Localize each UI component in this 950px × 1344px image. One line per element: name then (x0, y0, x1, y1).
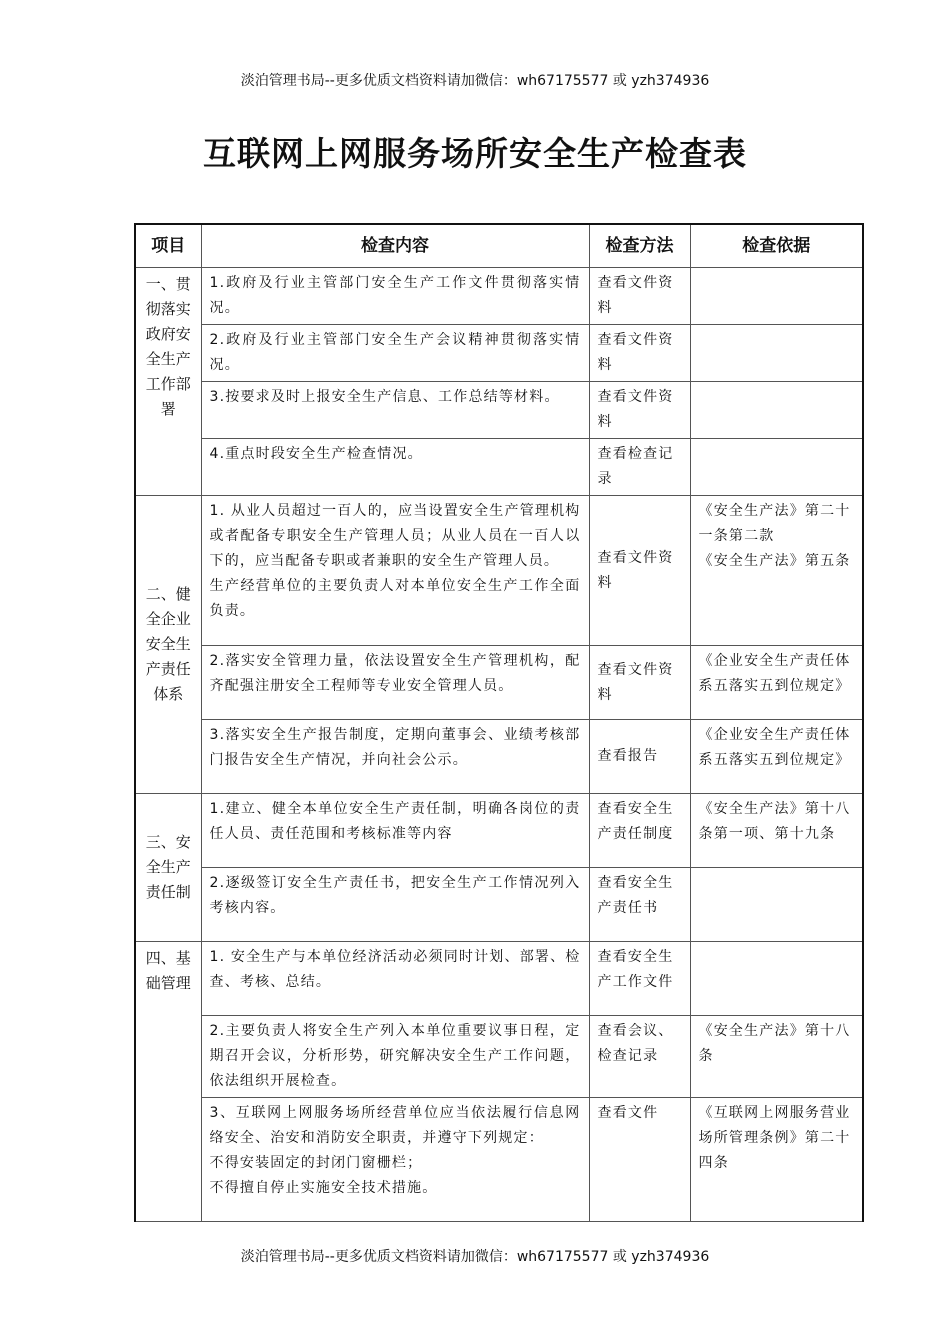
table-row (135, 1016, 863, 1098)
check-content: 1.政府及行业主管部门安全生产工作文件贯彻落实情况。 (201, 268, 589, 325)
header-basis: 检查依据 (690, 224, 863, 268)
check-basis: 《企业安全生产责任体系五落实五到位规定》 (690, 646, 863, 720)
check-content: 2.逐级签订安全生产责任书，把安全生产工作情况列入考核内容。 (201, 868, 589, 942)
check-content-line: 3、互联网上网服务场所经营单位应当依法履行信息网络安全、治安和消防安全职责，并遵守下列规定： (209, 1105, 581, 1146)
table-row (135, 1098, 863, 1222)
check-basis (690, 268, 863, 325)
check-method: 查看报告 (589, 720, 690, 794)
check-method: 查看安全生产责任制度 (589, 794, 690, 868)
check-basis (690, 942, 863, 1016)
check-method: 查看检查记录 (589, 439, 690, 496)
check-basis-line: 《安全生产法》第二十一条第二款 (698, 503, 851, 544)
check-method: 查看文件资料 (589, 646, 690, 720)
table-row (135, 496, 863, 646)
check-method: 查看文件资料 (589, 325, 690, 382)
table-row (135, 720, 863, 794)
check-content-line: 1. 从业人员超过一百人的，应当设置安全生产管理机构或者配备专职安全生产管理人员；从业人员在一百人以下的，应当配备专职或者兼职的安全生产管理人员。 (209, 503, 581, 569)
check-content (201, 496, 589, 646)
table-row (135, 382, 863, 439)
table-row (135, 325, 863, 382)
check-basis (690, 439, 863, 496)
check-content: 1.建立、健全本单位安全生产责任制，明确各岗位的责任人员、责任范围和考核标准等内容 (201, 794, 589, 868)
check-method: 查看文件资料 (589, 268, 690, 325)
check-content: 2.落实安全管理力量，依法设置安全生产管理机构，配齐配强注册安全工程师等专业安全管理人员。 (201, 646, 589, 720)
check-basis (690, 382, 863, 439)
section-category: 二、健全企业安全生产责任体系 (135, 496, 201, 794)
section-category: 三、安全生产责任制 (135, 794, 201, 942)
check-content-line: 不得擅自停止实施安全技术措施。 (209, 1180, 438, 1196)
check-basis (690, 496, 863, 646)
table-row (135, 794, 863, 868)
table-row (135, 439, 863, 496)
inspection-table (134, 223, 864, 1222)
check-method: 查看文件 (589, 1098, 690, 1222)
check-basis: 《企业安全生产责任体系五落实五到位规定》 (690, 720, 863, 794)
check-method: 查看文件资料 (589, 496, 690, 646)
check-content-line: 不得安装固定的封闭门窗栅栏； (209, 1155, 423, 1171)
check-content: 3.按要求及时上报安全生产信息、工作总结等材料。 (201, 382, 589, 439)
table-row (135, 268, 863, 325)
check-method: 查看安全生产责任书 (589, 868, 690, 942)
check-basis: 《互联网上网服务营业场所管理条例》第二十四条 (690, 1098, 863, 1222)
check-method: 查看安全生产工作文件 (589, 942, 690, 1016)
check-basis (690, 325, 863, 382)
check-content: 2.主要负责人将安全生产列入本单位重要议事日程，定期召开会议，分析形势，研究解决安全生产工作问题，依法组织开展检查。 (201, 1016, 589, 1098)
header-content: 检查内容 (201, 224, 589, 268)
check-method: 查看文件资料 (589, 382, 690, 439)
check-content: 2.政府及行业主管部门安全生产会议精神贯彻落实情况。 (201, 325, 589, 382)
section-category: 一、贯彻落实政府安全生产工作部署 (135, 268, 201, 496)
section-category: 四、基础管理 (135, 942, 201, 1222)
check-content: 4.重点时段安全生产检查情况。 (201, 439, 589, 496)
table-row (135, 646, 863, 720)
check-content: 3.落实安全生产报告制度，定期向董事会、业绩考核部门报告安全生产情况，并向社会公示。 (201, 720, 589, 794)
check-content (201, 1098, 589, 1222)
footer-note: 淡泊管理书局--更多优质文档资料请加微信：wh67175577 或 yzh374936 (240, 1249, 710, 1265)
table-row (135, 942, 863, 1016)
header-item: 项目 (135, 224, 201, 268)
check-content-line: 生产经营单位的主要负责人对本单位安全生产工作全面负责。 (209, 578, 581, 619)
header-method: 检查方法 (589, 224, 690, 268)
check-content: 1. 安全生产与本单位经济活动必须同时计划、部署、检查、考核、总结。 (201, 942, 589, 1016)
header-note: 淡泊管理书局--更多优质文档资料请加微信：wh67175577 或 yzh374936 (240, 73, 710, 89)
table-header-row (135, 224, 863, 268)
check-basis: 《安全生产法》第十八条 (690, 1016, 863, 1098)
page-title: 互联网上网服务场所安全生产检查表 (203, 134, 747, 173)
check-method: 查看会议、检查记录 (589, 1016, 690, 1098)
check-basis: 《安全生产法》第十八条第一项、第十九条 (690, 794, 863, 868)
check-basis (690, 868, 863, 942)
table-row (135, 868, 863, 942)
check-basis-line: 《安全生产法》第五条 (698, 553, 851, 569)
